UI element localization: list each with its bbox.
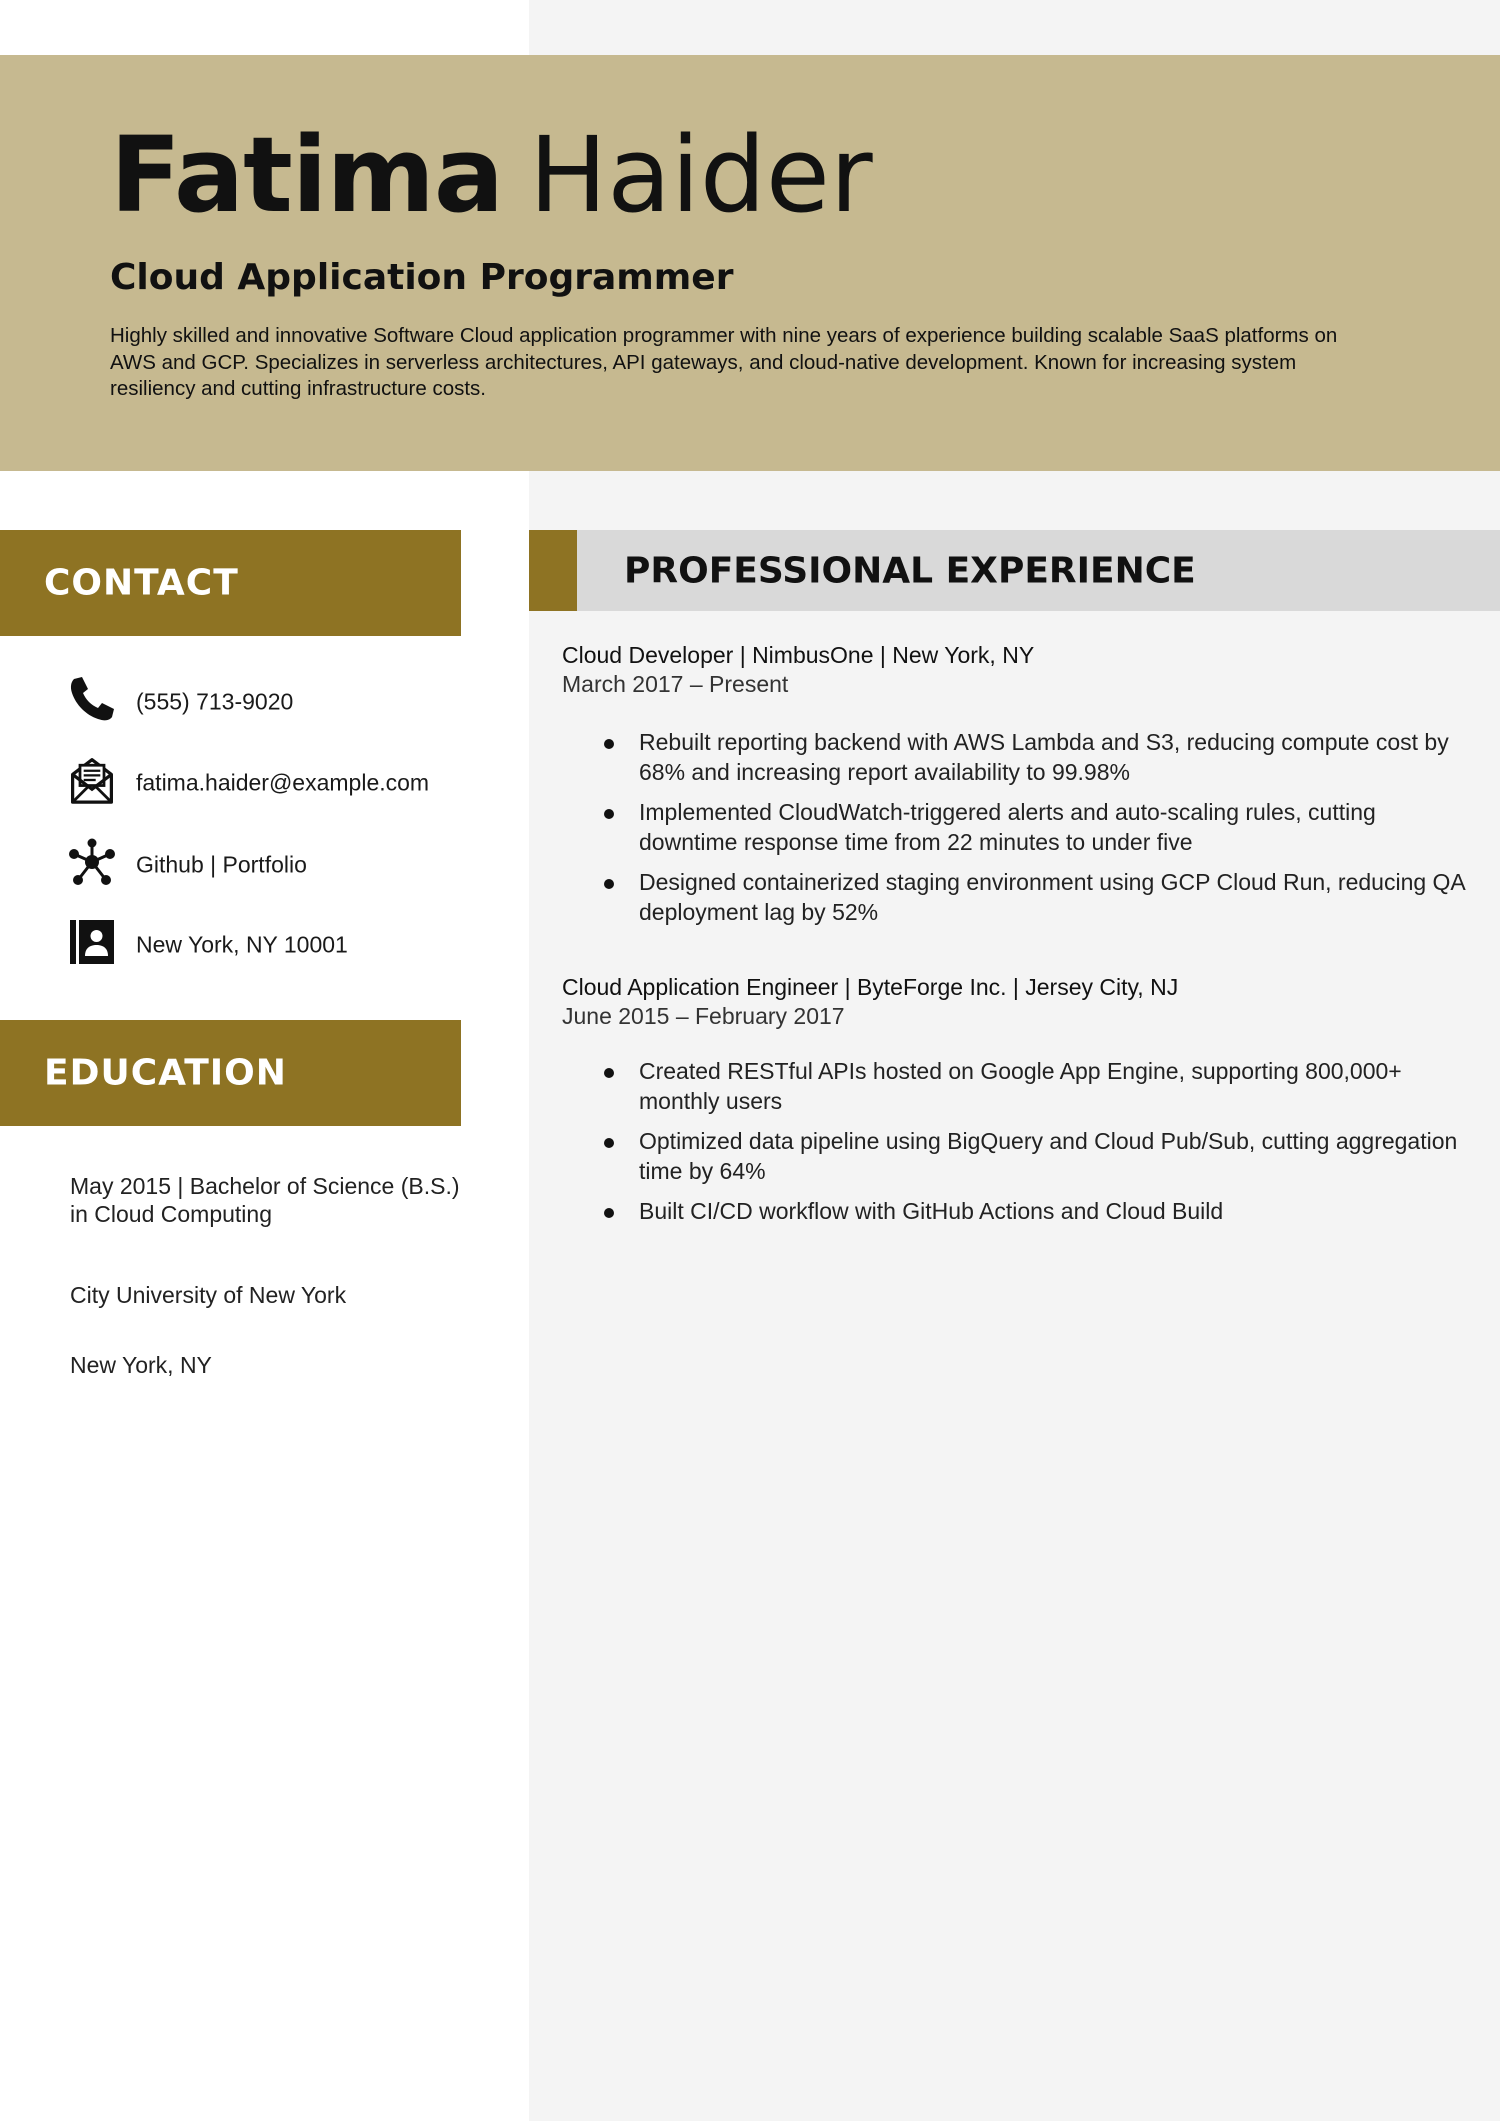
bullet-text: Implemented CloudWatch-triggered alerts and auto-scaling rules, cutting downtime response time from 22 minutes to under five bbox=[639, 799, 1376, 855]
job-bullet bbox=[639, 1196, 1469, 1226]
job-bullet bbox=[639, 1126, 1469, 1186]
education-heading: EDUCATION bbox=[44, 1052, 287, 1094]
bullet-text: Optimized data pipeline using BigQuery and Cloud Pub/Sub, cutting aggregation time by 64% bbox=[639, 1128, 1458, 1184]
bullet-text: Rebuilt reporting backend with AWS Lambda and S3, reducing compute cost by 68% and increasing report availability to 99.98% bbox=[639, 729, 1449, 785]
contact-heading: CONTACT bbox=[44, 562, 239, 604]
job-bullet bbox=[639, 1056, 1469, 1116]
email-address: fatima.haider@example.com bbox=[136, 769, 430, 796]
bullet-icon bbox=[604, 1208, 614, 1218]
bullet-icon bbox=[604, 1138, 614, 1148]
address-book-icon bbox=[68, 918, 116, 966]
job-role: Cloud Application Engineer | ByteForge Inc. | Jersey City, NJ bbox=[562, 974, 1179, 1000]
job-entry bbox=[562, 973, 1467, 1224]
job-bullets bbox=[639, 727, 1469, 937]
contact-section-heading bbox=[0, 530, 461, 636]
bullet-icon bbox=[604, 809, 614, 819]
contact-item-address bbox=[68, 918, 518, 972]
education-degree: May 2015 | Bachelor of Science (B.S.) in Cloud Computing bbox=[70, 1173, 460, 1227]
phone-number: (555) 713-9020 bbox=[136, 688, 294, 715]
bullet-icon bbox=[604, 1068, 614, 1078]
heading-accent-block bbox=[529, 530, 577, 611]
job-dates: June 2015 – February 2017 bbox=[562, 1003, 845, 1029]
network-icon bbox=[68, 838, 116, 886]
job-entry bbox=[562, 641, 1467, 925]
experience-section-heading bbox=[529, 530, 1500, 611]
job-bullet bbox=[639, 867, 1469, 927]
envelope-icon bbox=[68, 756, 116, 804]
job-title: Cloud Application Programmer bbox=[110, 257, 734, 298]
job-bullets bbox=[639, 1056, 1469, 1236]
experience-heading: PROFESSIONAL EXPERIENCE bbox=[624, 550, 1196, 591]
bullet-icon bbox=[604, 879, 614, 889]
education-school: City University of New York bbox=[70, 1282, 347, 1308]
bullet-text: Designed containerized staging environment using GCP Cloud Run, reducing QA deployment lag by 52% bbox=[639, 869, 1465, 925]
education-location: New York, NY bbox=[70, 1352, 212, 1378]
first-name: Fatima bbox=[110, 114, 504, 236]
job-role: Cloud Developer | NimbusOne | New York, NY bbox=[562, 642, 1035, 668]
contact-item-phone bbox=[68, 675, 518, 729]
job-bullet bbox=[639, 727, 1469, 787]
profile-links: Github | Portfolio bbox=[136, 851, 307, 878]
job-bullet bbox=[639, 797, 1469, 857]
contact-item-email bbox=[68, 756, 518, 810]
bullet-text: Created RESTful APIs hosted on Google App Engine, supporting 800,000+ monthly users bbox=[639, 1058, 1402, 1114]
bullet-text: Built CI/CD workflow with GitHub Actions and Cloud Build bbox=[639, 1198, 1224, 1224]
education-section-heading bbox=[0, 1020, 461, 1126]
bullet-icon bbox=[604, 739, 614, 749]
job-dates: March 2017 – Present bbox=[562, 671, 789, 697]
candidate-name bbox=[110, 114, 873, 236]
postal-address: New York, NY 10001 bbox=[136, 931, 348, 958]
last-name: Haider bbox=[529, 114, 873, 236]
contact-item-links bbox=[68, 838, 518, 892]
phone-icon bbox=[68, 675, 116, 723]
professional-summary: Highly skilled and innovative Software Cloud application programmer with nine years of experience building scalable SaaS platforms on AWS and GCP. Specializes in serverless architectures, API gateways, and cloud-native development. Known for increasing system resiliency and cutting infrastructure costs. bbox=[110, 324, 1338, 400]
